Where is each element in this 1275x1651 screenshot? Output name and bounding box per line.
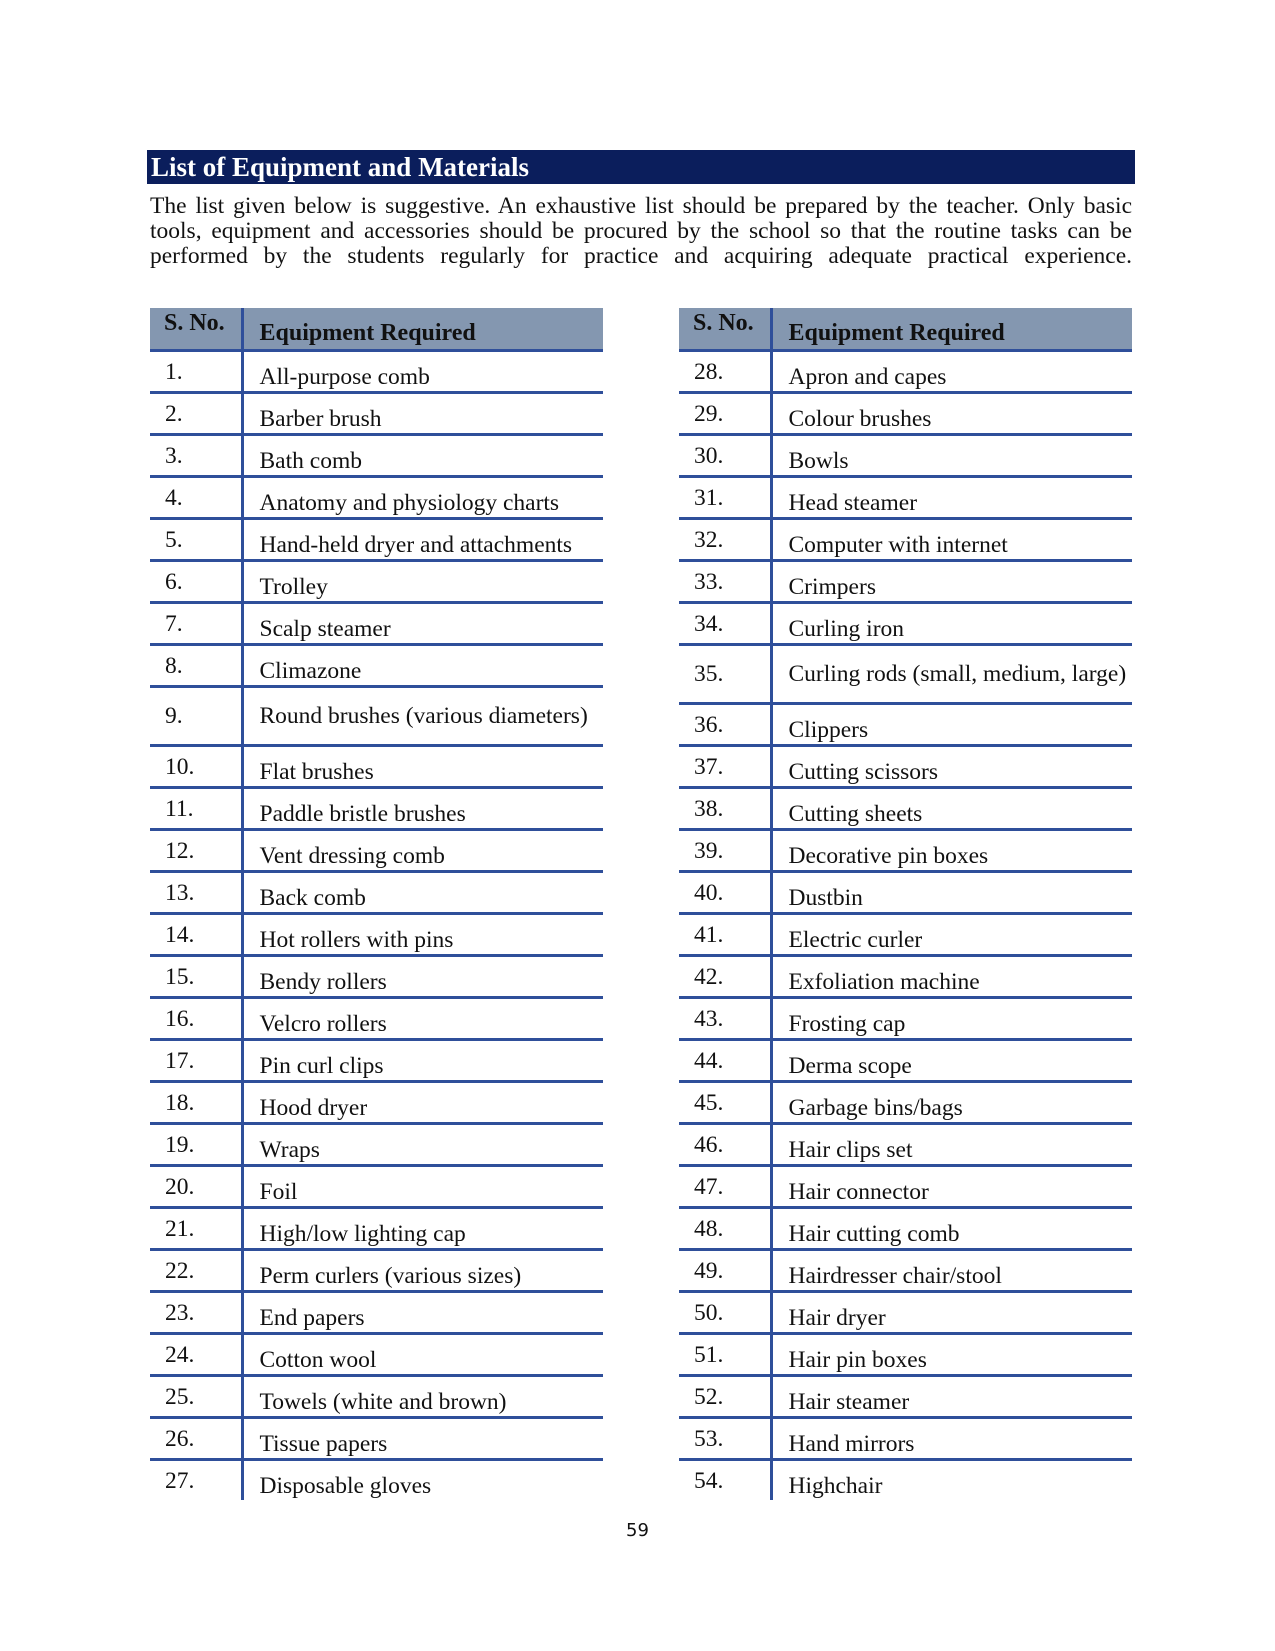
equipment-item: High/low lighting cap bbox=[242, 1208, 603, 1250]
table-body-left bbox=[150, 351, 603, 1501]
table-row bbox=[679, 956, 1132, 998]
serial-number: 52. bbox=[679, 1376, 771, 1418]
serial-number: 14. bbox=[150, 914, 242, 956]
table-row bbox=[150, 519, 603, 561]
table-row bbox=[150, 1250, 603, 1292]
table-row bbox=[679, 477, 1132, 519]
equipment-item: Anatomy and physiology charts bbox=[242, 477, 603, 519]
serial-number: 15. bbox=[150, 956, 242, 998]
intro-paragraph: The list given below is suggestive. An exhaustive list should be prepared by the teacher. Only basic tools, equipment and accessories should be procured by the school so that the routine tasks can be performed by the students regularly for practice and acquiring adequate practical experience. bbox=[150, 193, 1132, 269]
equipment-item: Curling iron bbox=[771, 603, 1132, 645]
serial-number: 45. bbox=[679, 1082, 771, 1124]
equipment-item: Bath comb bbox=[242, 435, 603, 477]
table-row bbox=[679, 1292, 1132, 1334]
serial-number: 43. bbox=[679, 998, 771, 1040]
equipment-item: Decorative pin boxes bbox=[771, 830, 1132, 872]
serial-number: 47. bbox=[679, 1166, 771, 1208]
table-row bbox=[679, 1040, 1132, 1082]
equipment-item: Vent dressing comb bbox=[242, 830, 603, 872]
table-row bbox=[679, 746, 1132, 788]
table-header-row bbox=[679, 308, 1132, 351]
table-row bbox=[679, 561, 1132, 603]
table-row bbox=[679, 1208, 1132, 1250]
serial-number: 27. bbox=[150, 1460, 242, 1501]
serial-number: 25. bbox=[150, 1376, 242, 1418]
equipment-item: Computer with internet bbox=[771, 519, 1132, 561]
equipment-item: Velcro rollers bbox=[242, 998, 603, 1040]
table-row bbox=[679, 998, 1132, 1040]
table-row bbox=[150, 435, 603, 477]
table-row bbox=[150, 1040, 603, 1082]
serial-number: 23. bbox=[150, 1292, 242, 1334]
equipment-item: Electric curler bbox=[771, 914, 1132, 956]
serial-number: 4. bbox=[150, 477, 242, 519]
table-row bbox=[679, 1418, 1132, 1460]
table-row bbox=[150, 1124, 603, 1166]
serial-number: 36. bbox=[679, 704, 771, 746]
equipment-item: Hood dryer bbox=[242, 1082, 603, 1124]
equipment-item: Hot rollers with pins bbox=[242, 914, 603, 956]
table-row bbox=[679, 1334, 1132, 1376]
equipment-item: Exfoliation machine bbox=[771, 956, 1132, 998]
serial-number: 22. bbox=[150, 1250, 242, 1292]
serial-number: 42. bbox=[679, 956, 771, 998]
equipment-item: Flat brushes bbox=[242, 746, 603, 788]
table-row bbox=[150, 687, 603, 746]
equipment-item: Back comb bbox=[242, 872, 603, 914]
serial-number: 26. bbox=[150, 1418, 242, 1460]
table-row bbox=[150, 1418, 603, 1460]
table-row bbox=[679, 519, 1132, 561]
equipment-item: All-purpose comb bbox=[242, 351, 603, 393]
equipment-item: Bendy rollers bbox=[242, 956, 603, 998]
equipment-item: Colour brushes bbox=[771, 393, 1132, 435]
table-row bbox=[150, 1082, 603, 1124]
equipment-item: Round brushes (various diameters) bbox=[242, 687, 603, 746]
equipment-item: Hair clips set bbox=[771, 1124, 1132, 1166]
serial-number: 5. bbox=[150, 519, 242, 561]
serial-number: 29. bbox=[679, 393, 771, 435]
table-row bbox=[150, 998, 603, 1040]
table-row bbox=[150, 1166, 603, 1208]
equipment-item: Bowls bbox=[771, 435, 1132, 477]
table-row bbox=[679, 1124, 1132, 1166]
serial-number: 51. bbox=[679, 1334, 771, 1376]
equipment-item: Hair steamer bbox=[771, 1376, 1132, 1418]
table-row bbox=[150, 1208, 603, 1250]
table-row bbox=[679, 393, 1132, 435]
table-row bbox=[150, 1292, 603, 1334]
equipment-item: Towels (white and brown) bbox=[242, 1376, 603, 1418]
equipment-item: Barber brush bbox=[242, 393, 603, 435]
table-row bbox=[150, 788, 603, 830]
equipment-item: Cotton wool bbox=[242, 1334, 603, 1376]
serial-number: 31. bbox=[679, 477, 771, 519]
serial-number: 35. bbox=[679, 645, 771, 704]
header-sno: S. No. bbox=[679, 308, 771, 351]
table-row bbox=[150, 561, 603, 603]
serial-number: 24. bbox=[150, 1334, 242, 1376]
serial-number: 38. bbox=[679, 788, 771, 830]
table-row bbox=[679, 603, 1132, 645]
table-row bbox=[679, 704, 1132, 746]
equipment-item: Apron and capes bbox=[771, 351, 1132, 393]
equipment-item: Curling rods (small, medium, large) bbox=[771, 645, 1132, 704]
table-row bbox=[150, 603, 603, 645]
equipment-item: Derma scope bbox=[771, 1040, 1132, 1082]
table-row bbox=[679, 1376, 1132, 1418]
serial-number: 2. bbox=[150, 393, 242, 435]
serial-number: 44. bbox=[679, 1040, 771, 1082]
serial-number: 20. bbox=[150, 1166, 242, 1208]
serial-number: 12. bbox=[150, 830, 242, 872]
serial-number: 9. bbox=[150, 687, 242, 746]
table-row bbox=[679, 830, 1132, 872]
equipment-item: Dustbin bbox=[771, 872, 1132, 914]
serial-number: 19. bbox=[150, 1124, 242, 1166]
equipment-item: Foil bbox=[242, 1166, 603, 1208]
serial-number: 48. bbox=[679, 1208, 771, 1250]
section-title: List of Equipment and Materials bbox=[147, 150, 1135, 184]
table-row bbox=[679, 351, 1132, 393]
equipment-item: Climazone bbox=[242, 645, 603, 687]
table-header-row bbox=[150, 308, 603, 351]
table-row bbox=[679, 1082, 1132, 1124]
header-equipment: Equipment Required bbox=[771, 308, 1132, 351]
table-row bbox=[679, 1250, 1132, 1292]
equipment-item: Hair dryer bbox=[771, 1292, 1132, 1334]
serial-number: 3. bbox=[150, 435, 242, 477]
equipment-item: Garbage bins/bags bbox=[771, 1082, 1132, 1124]
serial-number: 50. bbox=[679, 1292, 771, 1334]
table-row bbox=[150, 645, 603, 687]
equipment-item: Paddle bristle brushes bbox=[242, 788, 603, 830]
table-row bbox=[150, 872, 603, 914]
serial-number: 17. bbox=[150, 1040, 242, 1082]
serial-number: 32. bbox=[679, 519, 771, 561]
serial-number: 7. bbox=[150, 603, 242, 645]
serial-number: 1. bbox=[150, 351, 242, 393]
serial-number: 16. bbox=[150, 998, 242, 1040]
equipment-item: Clippers bbox=[771, 704, 1132, 746]
serial-number: 41. bbox=[679, 914, 771, 956]
serial-number: 53. bbox=[679, 1418, 771, 1460]
equipment-table-left bbox=[150, 308, 603, 1500]
equipment-item: Perm curlers (various sizes) bbox=[242, 1250, 603, 1292]
equipment-item: Crimpers bbox=[771, 561, 1132, 603]
serial-number: 30. bbox=[679, 435, 771, 477]
table-row bbox=[150, 914, 603, 956]
serial-number: 18. bbox=[150, 1082, 242, 1124]
serial-number: 13. bbox=[150, 872, 242, 914]
table-row bbox=[150, 351, 603, 393]
serial-number: 6. bbox=[150, 561, 242, 603]
equipment-table-right bbox=[679, 308, 1132, 1500]
table-row bbox=[679, 872, 1132, 914]
equipment-item: Tissue papers bbox=[242, 1418, 603, 1460]
serial-number: 8. bbox=[150, 645, 242, 687]
table-row bbox=[150, 1376, 603, 1418]
serial-number: 34. bbox=[679, 603, 771, 645]
equipment-item: Hand mirrors bbox=[771, 1418, 1132, 1460]
equipment-item: Hand-held dryer and attachments bbox=[242, 519, 603, 561]
serial-number: 10. bbox=[150, 746, 242, 788]
table-row bbox=[150, 1334, 603, 1376]
serial-number: 37. bbox=[679, 746, 771, 788]
equipment-item: Pin curl clips bbox=[242, 1040, 603, 1082]
header-sno: S. No. bbox=[150, 308, 242, 351]
table-row bbox=[150, 830, 603, 872]
equipment-item: Hairdresser chair/stool bbox=[771, 1250, 1132, 1292]
equipment-item: End papers bbox=[242, 1292, 603, 1334]
equipment-item: Hair cutting comb bbox=[771, 1208, 1132, 1250]
equipment-item: Highchair bbox=[788, 1473, 883, 1499]
table-row bbox=[679, 645, 1132, 704]
equipment-item: Disposable gloves bbox=[259, 1473, 432, 1499]
table-row bbox=[150, 1460, 603, 1501]
page-number: 59 bbox=[626, 1520, 649, 1541]
serial-number: 54. bbox=[679, 1460, 771, 1501]
equipment-item: Scalp steamer bbox=[242, 603, 603, 645]
serial-number: 40. bbox=[679, 872, 771, 914]
table-row bbox=[150, 956, 603, 998]
equipment-item: Cutting sheets bbox=[771, 788, 1132, 830]
serial-number: 33. bbox=[679, 561, 771, 603]
serial-number: 39. bbox=[679, 830, 771, 872]
serial-number: 49. bbox=[679, 1250, 771, 1292]
table-row bbox=[150, 477, 603, 519]
equipment-item: Hair pin boxes bbox=[771, 1334, 1132, 1376]
equipment-item: Trolley bbox=[242, 561, 603, 603]
equipment-item: Hair connector bbox=[771, 1166, 1132, 1208]
table-row bbox=[679, 1166, 1132, 1208]
table-row bbox=[150, 393, 603, 435]
serial-number: 46. bbox=[679, 1124, 771, 1166]
serial-number: 21. bbox=[150, 1208, 242, 1250]
serial-number: 11. bbox=[150, 788, 242, 830]
table-row bbox=[679, 1460, 1132, 1501]
equipment-item: Frosting cap bbox=[771, 998, 1132, 1040]
equipment-item: Wraps bbox=[242, 1124, 603, 1166]
table-row bbox=[679, 914, 1132, 956]
table-row bbox=[679, 788, 1132, 830]
serial-number: 28. bbox=[679, 351, 771, 393]
table-body-right bbox=[679, 351, 1132, 1501]
header-equipment: Equipment Required bbox=[242, 308, 603, 351]
equipment-item: Cutting scissors bbox=[771, 746, 1132, 788]
table-row bbox=[150, 746, 603, 788]
equipment-item: Head steamer bbox=[771, 477, 1132, 519]
table-row bbox=[679, 435, 1132, 477]
